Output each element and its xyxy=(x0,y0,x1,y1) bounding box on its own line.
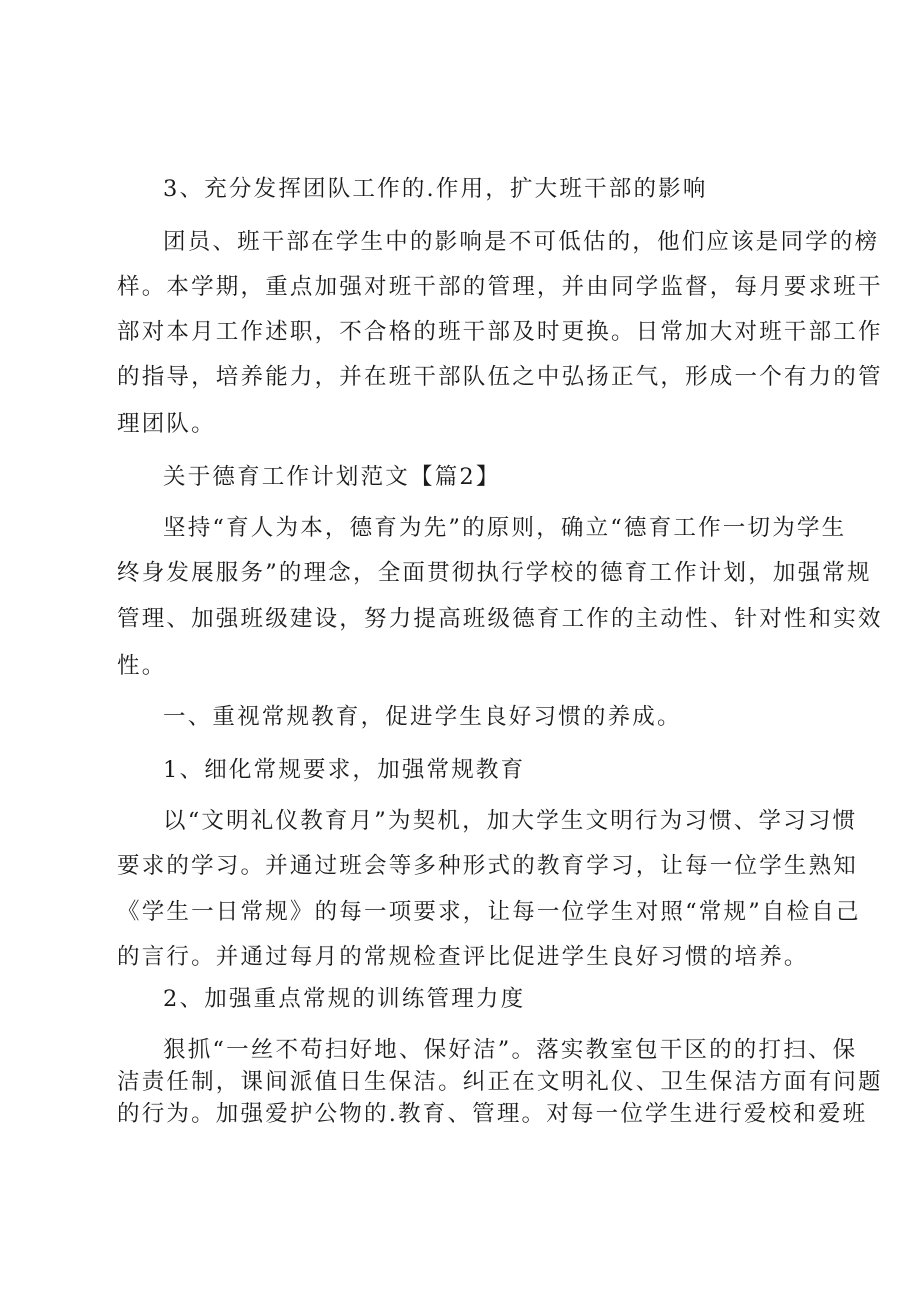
section3-heading: 3、充分发挥团队工作的.作用，扩大班干部的影响 xyxy=(163,176,708,202)
section3-line-4: 的指导，培养能力，并在班干部队伍之中弘扬正气，形成一个有力的管 xyxy=(117,364,883,390)
item2-line-1: 狠抓“一丝不苟扫好地、保好洁”。落实教室包干区的的打扫、保 xyxy=(163,1037,858,1063)
section3-line-5: 理团队。 xyxy=(117,411,216,437)
item1-line-4: 的言行。并通过每月的常规检查评比促进学生良好习惯的培养。 xyxy=(117,944,809,970)
item1-line-3: 《学生一日常规》的每一项要求，让每一位学生对照“常规”自检自己 xyxy=(117,899,861,925)
article2-intro-line-3: 管理、加强班级建设，努力提高班级德育工作的主动性、针对性和实效 xyxy=(117,606,883,632)
section3-line-3: 部对本月工作述职，不合格的班干部及时更换。日常加大对班干部工作 xyxy=(117,319,883,345)
article2-intro-line-1: 坚持“育人为本，德育为先”的原则，确立“德育工作一切为学生 xyxy=(163,515,847,541)
item1-heading: 1、细化常规要求，加强常规教育 xyxy=(163,757,526,783)
article2-intro-line-4: 性。 xyxy=(117,653,167,679)
item2-heading: 2、加强重点常规的训练管理力度 xyxy=(163,986,526,1012)
section3-line-1: 团员、班干部在学生中的影响是不可低估的，他们应该是同学的榜 xyxy=(163,229,880,255)
section3-line-2: 样。本学期，重点加强对班干部的管理，并由同学监督，每月要求班干 xyxy=(117,274,883,300)
article2-intro-line-2: 终身发展服务”的理念，全面贯彻执行学校的德育工作计划，加强常规 xyxy=(117,560,872,586)
item1-line-1: 以“文明礼仪教育月”为契机，加大学生文明行为习惯、学习习惯 xyxy=(163,808,858,834)
item1-line-2: 要求的学习。并通过班会等多种形式的教育学习，让每一位学生熟知 xyxy=(117,853,859,879)
item2-line-3: 的行为。加强爱护公物的.教育、管理。对每一位学生进行爱校和爱班 xyxy=(117,1101,868,1127)
article2-title: 关于德育工作计划范文【篇2】 xyxy=(163,464,501,490)
part1-heading: 一、重视常规教育，促进学生良好习惯的养成。 xyxy=(163,704,682,730)
item2-line-2: 洁责任制，课间派值日生保洁。纠正在文明礼仪、卫生保洁方面有问题 xyxy=(117,1069,883,1095)
